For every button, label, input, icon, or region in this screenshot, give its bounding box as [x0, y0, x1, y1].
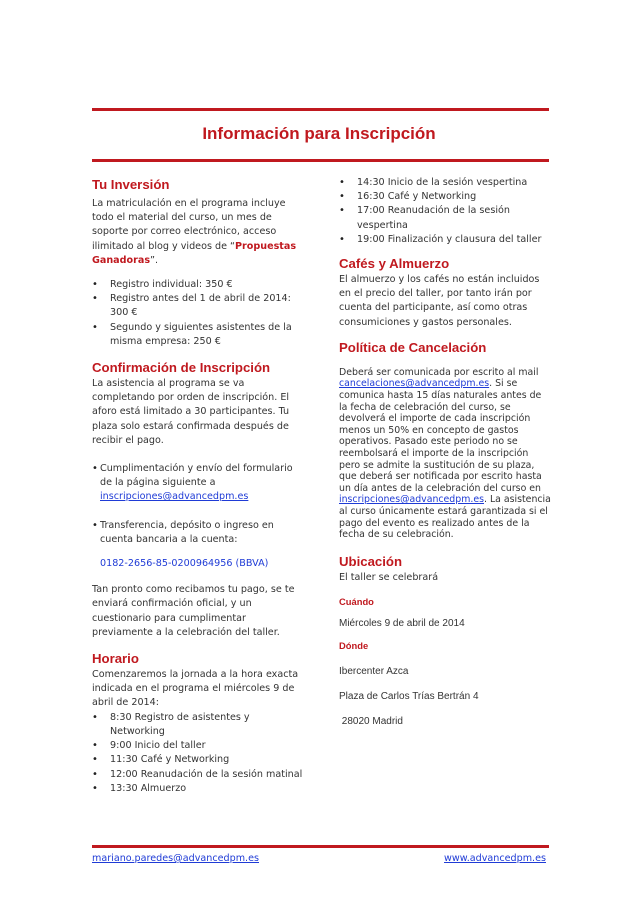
list-item: • 16:30 Café y Networking	[339, 190, 551, 204]
cuando-value: Miércoles 9 de abril de 2014	[339, 618, 465, 630]
list-item: • 8:30 Registro de asistentes y Networking	[92, 711, 304, 739]
confirmacion-text: La asistencia al programa se va completando por orden de inscripción. El aforo está limitado a 30 participantes. Tu plaza solo estará confirmada después de recibir el pago.	[92, 378, 290, 446]
right-column	[339, 176, 551, 729]
inversion-text: La matriculación en el programa incluye todo el material del curso, un mes de soporte por correo electrónico, acceso ilimitado al blog y videos de “Propuestas Ganadoras”.	[92, 198, 297, 266]
cafes-text: El almuerzo y los cafés no están incluidos en el precio del taller, por tanto irán por cuenta del participante, así como otras consumiciones y gastos personales.	[339, 274, 540, 328]
title-rule	[92, 159, 549, 162]
steps-list	[92, 462, 304, 547]
list-item: • 9:00 Inicio del taller	[92, 739, 304, 753]
list-item: • 11:30 Café y Networking	[92, 753, 304, 767]
cancelacion-heading: Política de Cancelación	[339, 339, 487, 355]
venue-name: Ibercenter Azca	[339, 665, 409, 677]
cuando-label: Cuándo	[339, 595, 374, 607]
list-item: • Registro individual: 350 €	[92, 278, 304, 292]
cafes-heading: Cafés y Almuerzo	[339, 256, 450, 272]
propuestas-highlight: Propuestas Ganadoras	[92, 240, 297, 266]
list-item: • Cumplimentación y envío del formulario de la página siguiente a inscripciones@advancedpm.es	[92, 462, 304, 505]
page-title: Información para Inscripción	[202, 124, 436, 143]
list-item: • Transferencia, depósito o ingreso en cuenta bancaria a la cuenta:	[92, 519, 304, 547]
list-item: • 14:30 Inicio de la sesión vespertina	[339, 176, 551, 190]
confirmacion-after: Tan pronto como recibamos tu pago, se te enviará confirmación oficial, y un cuestionario para cumplimentar previamente a la celebración del taller.	[92, 584, 295, 638]
top-rule	[92, 108, 549, 111]
donde-label: Dónde	[339, 640, 369, 652]
inscripciones-email-link-2[interactable]: inscripciones@advancedpm.es	[339, 494, 484, 506]
schedule-list-morning	[92, 711, 304, 796]
list-item: • 19:00 Finalización y clausura del taller	[339, 233, 551, 247]
inscripciones-email-link[interactable]: inscripciones@advancedpm.es	[100, 491, 249, 503]
footer-website-link[interactable]: www.advancedpm.es	[444, 853, 546, 864]
list-item: • 12:00 Reanudación de la sesión matinal	[92, 768, 304, 782]
footer-rule	[92, 845, 549, 848]
footer-email-link[interactable]: mariano.paredes@advancedpm.es	[92, 853, 259, 864]
ubicacion-intro: El taller se celebrará	[339, 571, 439, 583]
list-item: • 17:00 Reanudación de la sesión vespertina	[339, 204, 551, 232]
cancelaciones-email-link[interactable]: cancelaciones@advancedpm.es	[339, 378, 490, 390]
confirmacion-heading: Confirmación de Inscripción	[92, 360, 271, 376]
left-column	[92, 176, 304, 796]
list-item: • Registro antes del 1 de abril de 2014: 300 €	[92, 292, 304, 320]
venue-city: 28020 Madrid	[339, 715, 403, 727]
horario-heading: Horario	[92, 651, 139, 667]
venue-address: Plaza de Carlos Trías Bertrán 4	[339, 690, 479, 702]
horario-intro: Comenzaremos la jornada a la hora exacta indicada en el programa el miércoles 9 de abril de 2014:	[92, 669, 299, 709]
list-item: • Segundo y siguientes asistentes de la misma empresa: 250 €	[92, 321, 304, 349]
cancelacion-text: Deberá ser comunicada por escrito al mail cancelaciones@advancedpm.es. Si se comunica hasta 15 días naturales antes de la fecha de celebración del curso, se devolverá el importe de cada inscripción menos un 50% en concepto de gastos operativos. Pasado este periodo no se reembolsará el importe de la inscripción pero se admite la sustitución de su plaza, que deberá ser notificada por escrito hasta un día antes de la celebración del curso en inscripciones@advancedpm.es. La asistencia al curso únicamente estará garantizada si el pago del evento es realizado antes de la fecha de su celebración.	[339, 366, 551, 541]
bank-account: 0182-2656-85-0200964956 (BBVA)	[100, 558, 269, 570]
list-item: • 13:30 Almuerzo	[92, 782, 304, 796]
schedule-list-afternoon	[339, 176, 551, 247]
price-list	[92, 278, 304, 349]
inversion-heading: Tu Inversión	[92, 177, 170, 192]
ubicacion-heading: Ubicación	[339, 553, 403, 569]
